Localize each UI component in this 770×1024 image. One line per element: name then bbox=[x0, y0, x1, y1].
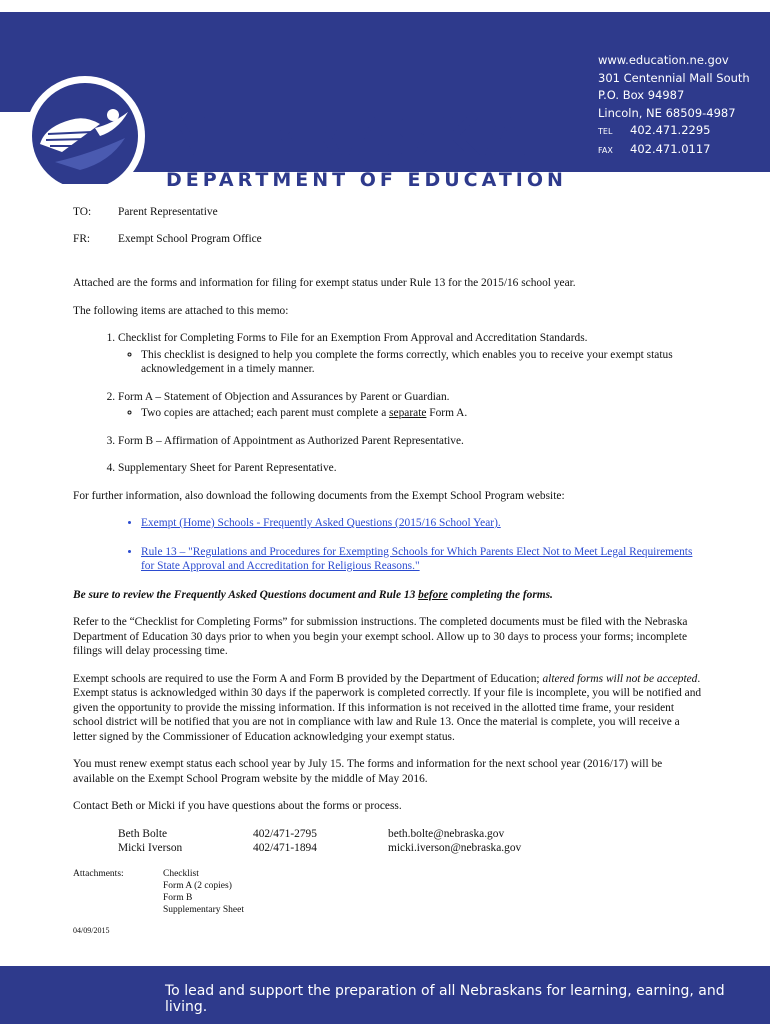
contact-name: Micki Iverson bbox=[118, 842, 183, 854]
paragraph-refer: Refer to the “Checklist for Completing Forms” for submission instructions. The completed documents must be filed with the Nebraska Department of Education 30 days prior to when you begin your exempt school. Allow up to 30 days to process your forms; incomplete filings will delay processing time. bbox=[73, 616, 688, 657]
review-note bbox=[73, 588, 703, 603]
contact-block bbox=[598, 52, 750, 159]
memo-date: 04/09/2015 bbox=[73, 925, 110, 935]
contact-phone: 402/471-1894 bbox=[253, 842, 317, 854]
bullet-text: Form A. bbox=[426, 407, 468, 419]
address-line-2: P.O. Box 94987 bbox=[598, 88, 685, 102]
attachments-list bbox=[163, 868, 244, 916]
item-text: Checklist for Completing Forms to File for an Exemption From Approval and Accreditation Standards. bbox=[118, 332, 588, 344]
list-item bbox=[118, 390, 703, 421]
para-text: . Exempt status is acknowledged within 30 days if the paperwork is completed correctly. If your file is incomplete, you will be notified and given the opportunity to provide the missing information. If this information is not received in the allotted time frame, your resident school district will be notified that you are not in compliance with law and Rule 13. Once the material is complete, you will receive a letter signed by the Commissioner of Education acknowledging your exempt status. bbox=[73, 672, 702, 743]
to-row bbox=[73, 205, 703, 220]
letterhead bbox=[0, 12, 770, 191]
contact-name: Beth Bolte bbox=[118, 827, 168, 840]
list-item: 3. Form B – Affirmation of Appointment as Authorized Parent Representative. bbox=[118, 434, 703, 449]
note-text: completing the forms. bbox=[447, 588, 553, 601]
bullet-emphasis: separate bbox=[389, 407, 427, 419]
list-item: 4. Supplementary Sheet for Parent Representative. bbox=[118, 461, 703, 476]
attachments-block bbox=[73, 868, 703, 916]
tel-label: TEL bbox=[598, 127, 613, 136]
bullet-text: Two copies are attached; each parent must complete a bbox=[141, 407, 390, 419]
org-name: NEBRASKA bbox=[166, 108, 531, 168]
further-info: For further information, also download the following documents from the Exempt School Program website: bbox=[73, 489, 565, 502]
sub-bullet: ◦ This checklist is designed to help you complete the forms correctly, which enables you to receive your exempt status acknowledgement in a timely manner. bbox=[141, 348, 703, 377]
fax-value: 402.471.0117 bbox=[630, 141, 711, 156]
from-value: Exempt School Program Office bbox=[118, 232, 262, 245]
list-item: Supplementary Sheet bbox=[163, 904, 244, 915]
dept-name: DEPARTMENT OF EDUCATION bbox=[166, 169, 567, 191]
list-item bbox=[141, 516, 703, 531]
paragraph-renew: You must renew exempt status each school year by July 15. The forms and information for the next school year (2016/17) will be available on the Exempt School Program website by the middle of May 2016. bbox=[73, 758, 663, 785]
item-text: Form A – Statement of Objection and Assurances by Parent or Guardian. bbox=[118, 390, 450, 403]
tel-line bbox=[598, 122, 750, 141]
note-emphasis: before bbox=[418, 588, 448, 601]
fax-line bbox=[598, 141, 750, 160]
attachments-label: Attachments: bbox=[73, 868, 124, 879]
list-item: Form B bbox=[163, 892, 193, 903]
memo-body bbox=[73, 205, 703, 938]
address-line-1: 301 Centennial Mall South bbox=[598, 70, 750, 85]
to-value: Parent Representative bbox=[118, 206, 218, 218]
list-item: Form A (2 copies) bbox=[163, 880, 232, 891]
from-label: FR: bbox=[73, 232, 91, 245]
faq-link[interactable]: Exempt (Home) Schools - Frequently Asked Questions (2015/16 School Year). bbox=[141, 517, 501, 529]
list-item bbox=[141, 545, 703, 574]
paragraph-contact: Contact Beth or Micki if you have questions about the forms or process. bbox=[73, 800, 402, 812]
from-row bbox=[73, 232, 703, 247]
para-emphasis: altered forms will not be accepted bbox=[542, 672, 698, 685]
list-item: Checklist bbox=[163, 868, 199, 879]
link-list bbox=[73, 516, 703, 574]
items-intro: The following items are attached to this memo: bbox=[73, 304, 289, 317]
footer-banner bbox=[0, 966, 770, 1024]
para-text: Exempt schools are required to use the Form A and Form B provided by the Department of Education; bbox=[73, 672, 543, 685]
sub-bullet bbox=[141, 406, 703, 421]
footer-slogan: To lead and support the preparation of all Nebraskans for learning, earning, and living. bbox=[165, 983, 725, 1015]
intro-paragraph: Attached are the forms and information for filing for exempt status under Rule 13 for the 2015/16 school year. bbox=[73, 277, 576, 289]
website-link[interactable]: www.education.ne.gov bbox=[598, 53, 729, 67]
attachment-list bbox=[73, 331, 703, 476]
list-item bbox=[118, 331, 703, 377]
note-text: Be sure to review the Frequently Asked Questions document and Rule 13 bbox=[73, 588, 419, 601]
contact-phone: 402/471-2795 bbox=[253, 827, 317, 840]
to-label: TO: bbox=[73, 206, 92, 218]
address-line-3: Lincoln, NE 68509-4987 bbox=[598, 105, 736, 120]
fax-label: FAX bbox=[598, 145, 613, 155]
contact-email[interactable]: beth.bolte@nebraska.gov bbox=[388, 827, 505, 840]
paragraph-forms bbox=[73, 672, 703, 745]
contact-email[interactable]: micki.iverson@nebraska.gov bbox=[388, 842, 522, 854]
rule13-link[interactable]: Rule 13 – "Regulations and Procedures for Exempting Schools for Which Parents Elect Not to Meet Legal Requirements for State Approval and Accreditation for Religious Reasons." bbox=[141, 545, 693, 572]
tel-value: 402.471.2295 bbox=[630, 123, 711, 137]
contact-table bbox=[118, 827, 703, 856]
